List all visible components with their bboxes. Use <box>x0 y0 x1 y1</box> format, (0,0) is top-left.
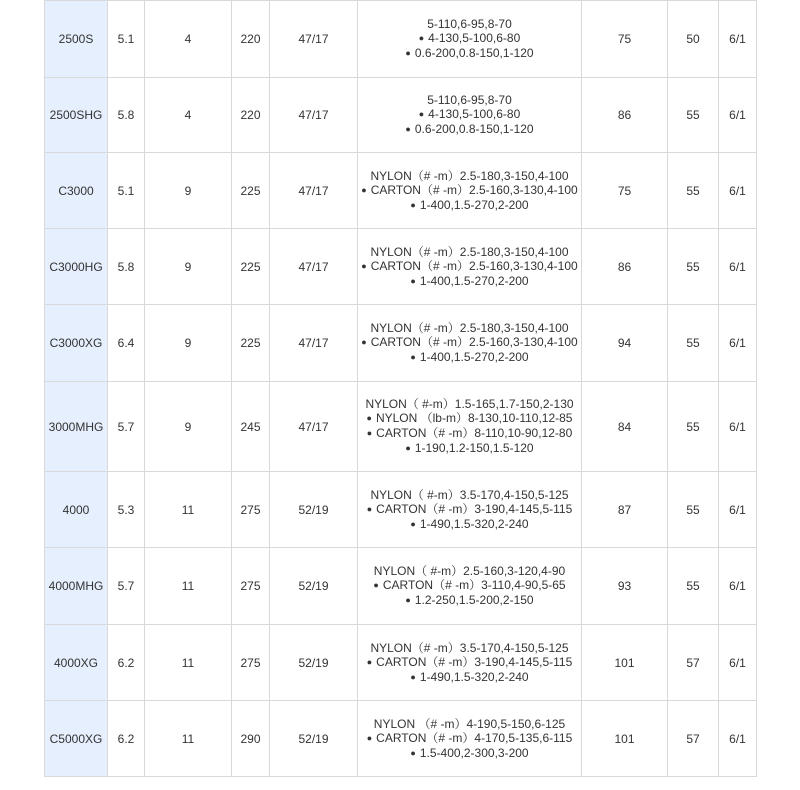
gear-ratio-cell: 6.2 <box>108 701 145 777</box>
line-capacity-item <box>358 426 581 441</box>
model-cell: 2500SHG <box>45 78 108 153</box>
model-cell: 2500S <box>45 1 108 78</box>
model-cell: 4000 <box>45 472 108 548</box>
line-capacity-text: NYLON（# -m）2.5-180,3-150,4-100 <box>370 168 569 183</box>
handle-length-cell: 55 <box>668 382 719 472</box>
bullet-icon: ● <box>410 747 416 758</box>
max-drag-cell: 11 <box>145 701 232 777</box>
line-capacity-item <box>358 397 581 411</box>
weight-cell: 290 <box>232 701 270 777</box>
bullet-icon: ● <box>366 503 373 514</box>
line-capacity-text: CARTON（# -m）2.5-160,3-130,4-100 <box>370 182 578 197</box>
table-row <box>45 472 757 548</box>
line-capacity-item <box>358 670 581 685</box>
line-capacity-text: NYLON（# -m）2.5-180,3-150,4-100 <box>370 244 569 259</box>
retrieve-cell: 47/17 <box>270 382 358 472</box>
line-capacity-text: NYLON （# -m）4-190,5-150,6-125 <box>373 716 566 731</box>
handle-length-cell: 57 <box>668 625 719 701</box>
bullet-icon: ● <box>366 428 373 438</box>
line-capacity-text: 1-400,1.5-270,2-200 <box>419 350 529 364</box>
handle-length-cell: 50 <box>668 1 719 78</box>
table-row <box>45 229 757 305</box>
line-capacity-text: 5-110,6-95,8-70 <box>427 93 512 107</box>
table-body <box>45 1 757 777</box>
line-capacity-text: 0.6-200,0.8-150,1-120 <box>414 122 534 136</box>
retrieve-cell: 52/19 <box>270 548 358 625</box>
weight-cell: 275 <box>232 472 270 548</box>
bearings-cell: 6/1 <box>719 78 757 153</box>
line-capacity-cell <box>358 701 582 777</box>
line-capacity-text: NYLON（# -m）3.5-170,4-150,5-125 <box>370 640 569 655</box>
table-row <box>45 1 757 78</box>
line-capacity-item <box>358 517 581 532</box>
line-capacity-item <box>358 31 581 46</box>
weight-cell: 225 <box>232 229 270 305</box>
bullet-icon: ● <box>361 260 367 271</box>
spec-table-container <box>44 0 756 777</box>
line-capacity-item <box>358 107 581 122</box>
line-capacity-text: 1-190,1.2-150,1.5-120 <box>414 441 534 455</box>
per-crank-cell: 84 <box>582 382 668 472</box>
line-capacity-text: CARTON（# -m）3-190,4-145,5-115 <box>376 654 573 669</box>
bearings-cell: 6/1 <box>719 153 757 229</box>
max-drag-cell: 9 <box>145 382 232 472</box>
line-capacity-text: 0.6-200,0.8-150,1-120 <box>414 46 534 60</box>
line-capacity-text: 1-400,1.5-270,2-200 <box>419 197 529 212</box>
per-crank-cell: 75 <box>582 1 668 78</box>
table-row <box>45 701 757 777</box>
bearings-cell: 6/1 <box>719 625 757 701</box>
max-drag-cell: 4 <box>145 78 232 153</box>
line-capacity-cell <box>358 1 582 78</box>
handle-length-cell: 55 <box>668 153 719 229</box>
line-capacity-item <box>358 488 581 502</box>
line-capacity-text: 4-130,5-100,6-80 <box>428 107 521 121</box>
max-drag-cell: 9 <box>145 305 232 382</box>
per-crank-cell: 101 <box>582 701 668 777</box>
line-capacity-item <box>358 169 581 183</box>
line-capacity-item <box>358 746 581 761</box>
line-capacity-item <box>358 321 581 335</box>
table-row <box>45 548 757 625</box>
handle-length-cell: 55 <box>668 229 719 305</box>
max-drag-cell: 11 <box>145 472 232 548</box>
line-capacity-item <box>358 93 581 107</box>
line-capacity-text: 4-130,5-100,6-80 <box>428 31 521 45</box>
bullet-icon: ● <box>405 595 411 605</box>
line-capacity-text: NYLON（# -m）2.5-180,3-150,4-100 <box>370 321 569 335</box>
handle-length-cell: 57 <box>668 701 719 777</box>
gear-ratio-cell: 6.4 <box>108 305 145 382</box>
line-capacity-text: NYLON （lb-m）8-130,10-110,12-85 <box>375 411 573 425</box>
retrieve-cell: 47/17 <box>270 305 358 382</box>
max-drag-cell: 9 <box>145 229 232 305</box>
max-drag-cell: 4 <box>145 1 232 78</box>
bullet-icon: ● <box>410 275 416 286</box>
spec-table <box>44 0 757 777</box>
gear-ratio-cell: 5.8 <box>108 229 145 305</box>
line-capacity-text: CARTON（# -m）8-110,10-90,12-80 <box>376 426 573 440</box>
gear-ratio-cell: 5.7 <box>108 382 145 472</box>
line-capacity-text: CARTON（# -m）3-110,4-90,5-65 <box>382 578 566 592</box>
retrieve-cell: 47/17 <box>270 229 358 305</box>
line-capacity-item <box>358 441 581 456</box>
handle-length-cell: 55 <box>668 305 719 382</box>
line-capacity-text: NYLON（ #-m）3.5-170,4-150,5-125 <box>370 487 569 502</box>
line-capacity-text: CARTON（# -m）3-190,4-145,5-115 <box>376 501 573 516</box>
model-cell: 4000XG <box>45 625 108 701</box>
line-capacity-item <box>358 717 581 731</box>
bullet-icon: ● <box>405 48 411 58</box>
per-crank-cell: 101 <box>582 625 668 701</box>
line-capacity-cell <box>358 625 582 701</box>
line-capacity-text: CARTON（# -m）2.5-160,3-130,4-100 <box>370 335 578 349</box>
max-drag-cell: 11 <box>145 548 232 625</box>
per-crank-cell: 93 <box>582 548 668 625</box>
line-capacity-item <box>358 655 581 670</box>
line-capacity-text: 5-110,6-95,8-70 <box>427 17 512 31</box>
bearings-cell: 6/1 <box>719 382 757 472</box>
line-capacity-text: CARTON（# -m）2.5-160,3-130,4-100 <box>370 258 578 273</box>
retrieve-cell: 52/19 <box>270 701 358 777</box>
bullet-icon: ● <box>361 184 367 195</box>
bearings-cell: 6/1 <box>719 472 757 548</box>
bullet-icon: ● <box>410 518 416 529</box>
per-crank-cell: 94 <box>582 305 668 382</box>
weight-cell: 220 <box>232 1 270 78</box>
per-crank-cell: 75 <box>582 153 668 229</box>
line-capacity-item <box>358 578 581 593</box>
model-cell: C3000 <box>45 153 108 229</box>
line-capacity-item <box>358 731 581 746</box>
line-capacity-item <box>358 198 581 213</box>
table-row <box>45 382 757 472</box>
gear-ratio-cell: 5.1 <box>108 1 145 78</box>
model-cell: 4000MHG <box>45 548 108 625</box>
line-capacity-cell <box>358 472 582 548</box>
bullet-icon: ● <box>366 732 373 743</box>
handle-length-cell: 55 <box>668 472 719 548</box>
bullet-icon: ● <box>405 443 411 453</box>
line-capacity-item <box>358 17 581 31</box>
gear-ratio-cell: 5.7 <box>108 548 145 625</box>
weight-cell: 225 <box>232 153 270 229</box>
line-capacity-text: CARTON（# -m）4-170,5-135,6-115 <box>376 730 573 745</box>
weight-cell: 275 <box>232 548 270 625</box>
line-capacity-item <box>358 502 581 517</box>
retrieve-cell: 47/17 <box>270 1 358 78</box>
line-capacity-item <box>358 411 581 426</box>
line-capacity-text: 1-400,1.5-270,2-200 <box>419 273 529 288</box>
max-drag-cell: 11 <box>145 625 232 701</box>
bearings-cell: 6/1 <box>719 305 757 382</box>
retrieve-cell: 47/17 <box>270 78 358 153</box>
line-capacity-item <box>358 335 581 350</box>
bullet-icon: ● <box>410 199 416 210</box>
bearings-cell: 6/1 <box>719 701 757 777</box>
gear-ratio-cell: 6.2 <box>108 625 145 701</box>
gear-ratio-cell: 5.3 <box>108 472 145 548</box>
line-capacity-item <box>358 245 581 259</box>
per-crank-cell: 86 <box>582 78 668 153</box>
model-cell: C3000XG <box>45 305 108 382</box>
line-capacity-text: NYLON（ #-m）1.5-165,1.7-150,2-130 <box>365 397 574 411</box>
weight-cell: 275 <box>232 625 270 701</box>
handle-length-cell: 55 <box>668 548 719 625</box>
table-row <box>45 78 757 153</box>
retrieve-cell: 52/19 <box>270 472 358 548</box>
bullet-icon: ● <box>405 124 411 134</box>
bullet-icon: ● <box>361 337 367 347</box>
line-capacity-item <box>358 46 581 61</box>
line-capacity-cell <box>358 305 582 382</box>
line-capacity-cell <box>358 78 582 153</box>
per-crank-cell: 86 <box>582 229 668 305</box>
line-capacity-text: 1.5-400,2-300,3-200 <box>419 745 529 760</box>
model-cell: 3000MHG <box>45 382 108 472</box>
line-capacity-text: NYLON（ #-m）2.5-160,3-120,4-90 <box>373 564 566 578</box>
line-capacity-item <box>358 183 581 198</box>
line-capacity-item <box>358 350 581 365</box>
bearings-cell: 6/1 <box>719 229 757 305</box>
line-capacity-text: 1.2-250,1.5-200,2-150 <box>414 593 534 607</box>
bullet-icon: ● <box>418 33 425 43</box>
model-cell: C5000XG <box>45 701 108 777</box>
bullet-icon: ● <box>410 352 416 362</box>
line-capacity-item <box>358 122 581 137</box>
gear-ratio-cell: 5.8 <box>108 78 145 153</box>
line-capacity-text: 1-490,1.5-320,2-240 <box>419 669 529 684</box>
table-row <box>45 153 757 229</box>
retrieve-cell: 47/17 <box>270 153 358 229</box>
line-capacity-item <box>358 641 581 655</box>
line-capacity-item <box>358 259 581 274</box>
per-crank-cell: 87 <box>582 472 668 548</box>
line-capacity-item <box>358 564 581 578</box>
line-capacity-cell <box>358 229 582 305</box>
line-capacity-cell <box>358 548 582 625</box>
line-capacity-text: 1-490,1.5-320,2-240 <box>419 516 529 531</box>
handle-length-cell: 55 <box>668 78 719 153</box>
line-capacity-cell <box>358 153 582 229</box>
bullet-icon: ● <box>418 109 425 119</box>
weight-cell: 245 <box>232 382 270 472</box>
line-capacity-cell <box>358 382 582 472</box>
bullet-icon: ● <box>410 671 416 682</box>
bullet-icon: ● <box>366 413 372 423</box>
weight-cell: 220 <box>232 78 270 153</box>
line-capacity-item <box>358 593 581 608</box>
gear-ratio-cell: 5.1 <box>108 153 145 229</box>
table-row <box>45 305 757 382</box>
bullet-icon: ● <box>366 656 373 667</box>
retrieve-cell: 52/19 <box>270 625 358 701</box>
weight-cell: 225 <box>232 305 270 382</box>
bearings-cell: 6/1 <box>719 548 757 625</box>
bearings-cell: 6/1 <box>719 1 757 78</box>
line-capacity-item <box>358 274 581 289</box>
table-row <box>45 625 757 701</box>
model-cell: C3000HG <box>45 229 108 305</box>
bullet-icon: ● <box>373 580 379 590</box>
max-drag-cell: 9 <box>145 153 232 229</box>
